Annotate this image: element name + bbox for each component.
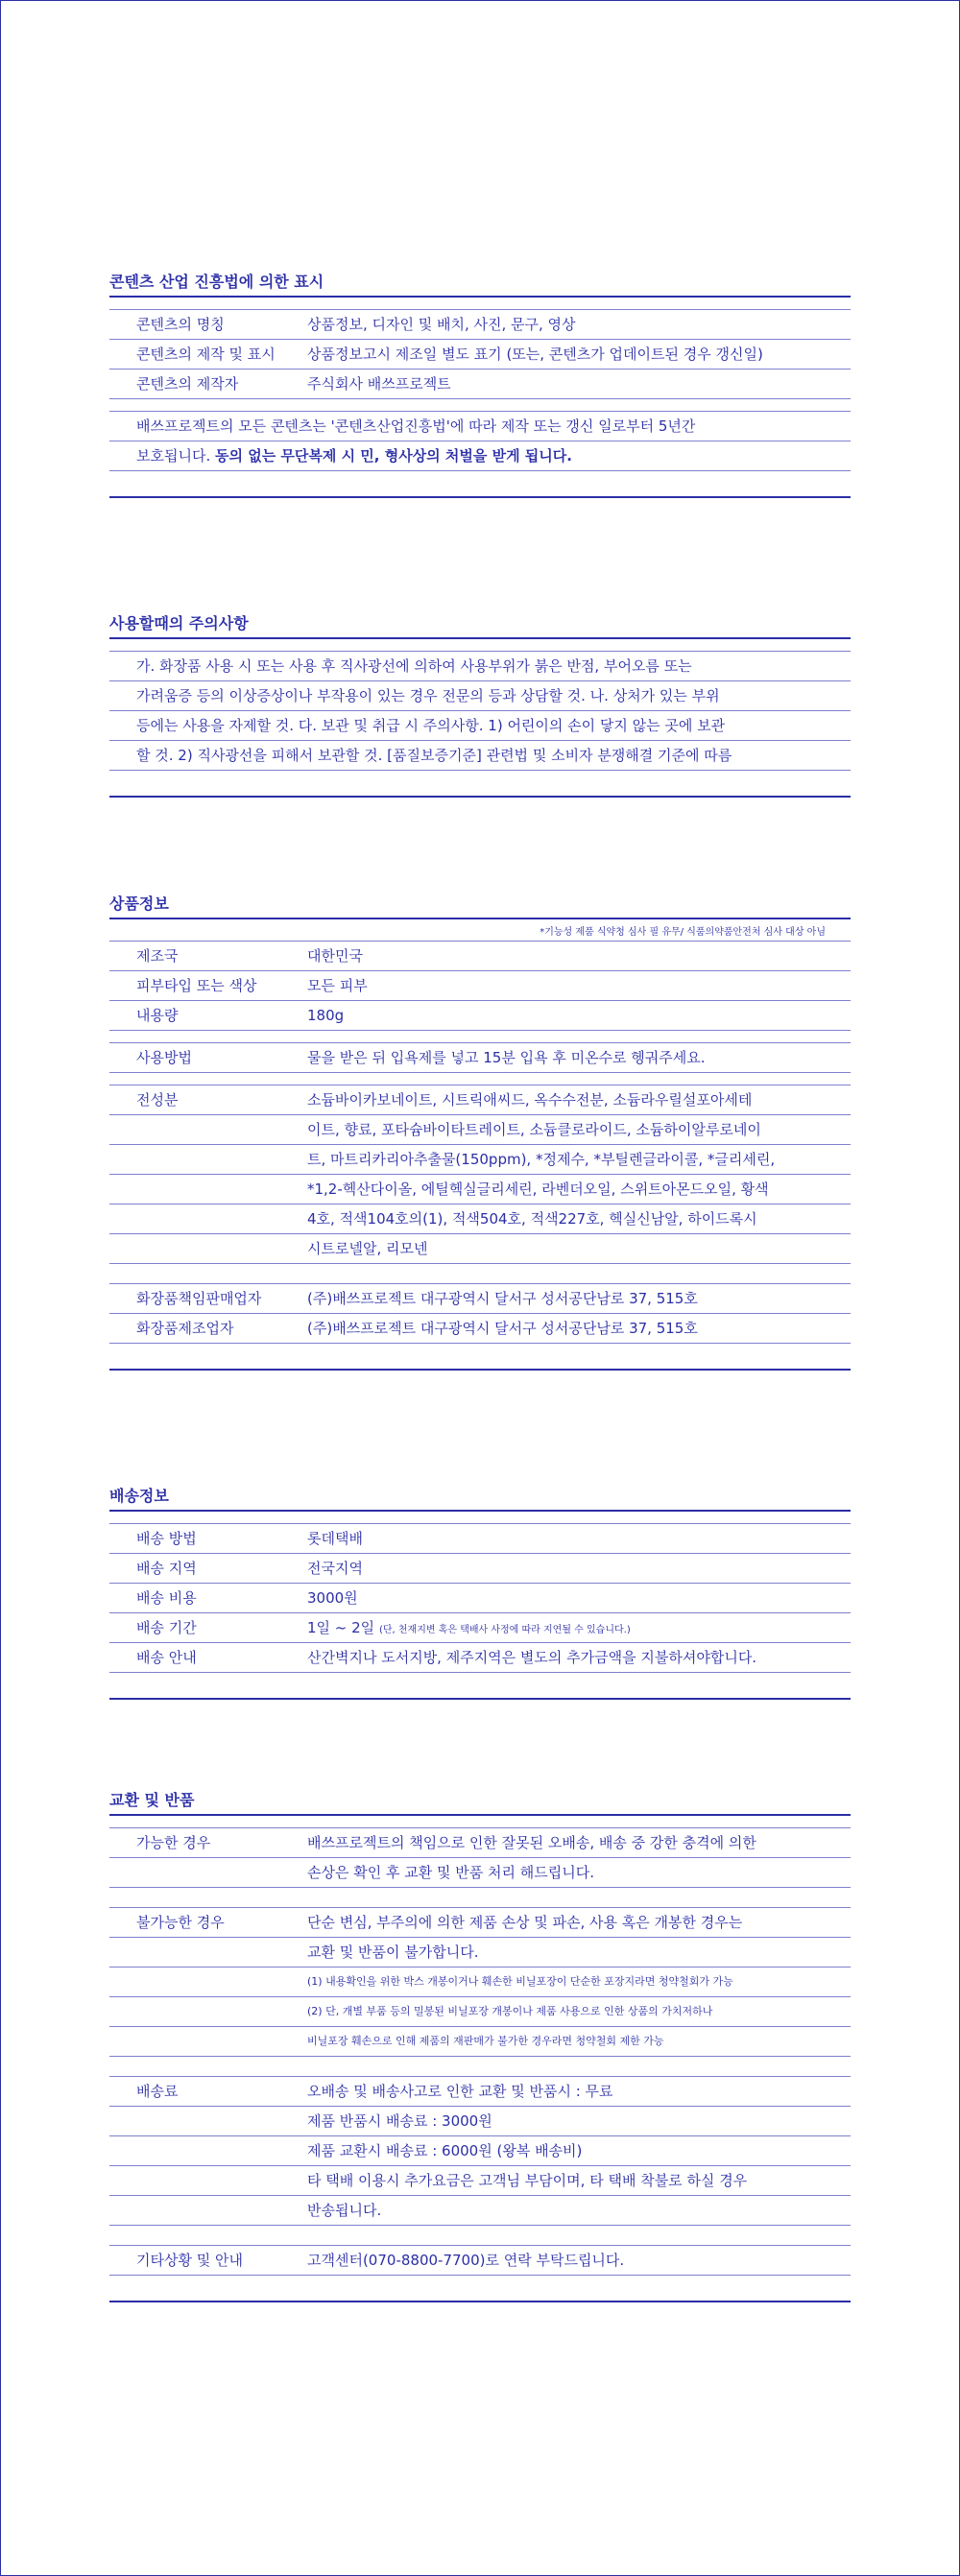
usage-row: 사용방법 물을 받은 뒤 입욕제를 넣고 15분 입욕 후 미온수로 헹궈주세요.: [136, 1049, 706, 1066]
copyright-text-1: 배쓰프로젝트의 모든 콘텐츠는 '콘텐츠산업진흥법'에 따라 제작 또는 갱신 일로부터 5년간: [136, 417, 696, 435]
exchange-title: 교환 및 반품: [109, 1791, 195, 1809]
info-row: 콘텐츠의 제작자 주식회사 배쓰프로젝트: [136, 375, 451, 393]
caution-line: 등에는 사용을 자제할 것. 다. 보관 및 취급 시 주의사항. 1) 어린이의 손이 닿지 않는 곳에 보관: [136, 717, 726, 734]
etc-row: 기타상황 및 안내 고객센터(070-8800-7700)로 연락 부탁드립니다.: [136, 2252, 625, 2269]
caution-line: 가. 화장품 사용 시 또는 사용 후 직사광선에 의하여 사용부위가 붉은 반점, 부어오름 또는: [136, 657, 692, 675]
caution-line: 할 것. 2) 직사광선을 피해서 보관할 것. [품질보증기준] 관련법 및 소비자 분쟁해결 기준에 따름: [136, 747, 732, 764]
copyright-text-2: 보호됩니다. 동의 없는 무단복제 시 민, 형사상의 처벌을 받게 됩니다.: [136, 447, 572, 465]
info-row: 배송 지역 전국지역: [136, 1560, 363, 1577]
impossible-row: 불가능한 경우 단순 변심, 부주의에 의한 제품 손상 및 파손, 사용 혹은 개봉한 경우는: [136, 1914, 743, 1931]
fee-row: 배송료 오배송 및 배송사고로 인한 교환 및 반품시 : 무료: [136, 2083, 613, 2100]
info-row: 콘텐츠의 명칭 상품정보, 디자인 및 배치, 사진, 문구, 영상: [136, 316, 576, 333]
info-row: 배송 안내 산간벽지나 도서지방, 제주지역은 별도의 추가금액을 지불하셔야합니다.: [136, 1649, 757, 1666]
shipping-section: [109, 1483, 851, 1700]
exchange-section: 교환 및 반품 가능한 경우 배쓰프로젝트의 책임으로 인한 잘못된 오배송, 배송 중 강한 충격에 의한 손상은 확인 후 교환 및 반품 처리 해드립니다. 불가능한 경우 단순 변심, 부주의에 의한 제품 손상 및 파손, 사용 혹은 개봉한 경우는 교환 및 반품이 불가합니다. (1) 내용확인을 위한 박스 개봉이거나 훼손한 비닐포장이 단순한 포장지라면 청약철회가 가능 (2) 단, 개별 부품 등의 밀봉된 비닐포장 개봉이나 제품 사용으로 인한 상품의 가치저하나 비닐포장 훼손으로 인해 제품의 재판매가 불가한 경우라면 청약철회 제한 가능 배송료 오배송 및 배송사고로 인한 교환 및 반품시 : 무료 제품 반품시 배송료 : 3000원 제품 교환시 배송료 : 6000원 (왕복 배송비) 타 택배 이용시 추가요금은 고객님 부담이며, 타 택배 착불로 하실 경우 반송됩니다. 기타상황 및 안내 고객센터(070-8800-7700)로 연락 부탁드립니다.: [109, 1787, 851, 2302]
product-notice: *기능성 제품 식약청 심사 필 유무/ 식품의약품안전처 심사 대상 아님: [540, 927, 826, 938]
company-row: 화장품책임판매업자 (주)배쓰프로젝트 대구광역시 달서구 성서공단남로 37, 515호: [136, 1290, 698, 1307]
copyright-warning: 동의 없는 무단복제 시 민, 형사상의 처벌을 받게 됩니다.: [215, 447, 572, 465]
info-row: 콘텐츠의 제작 및 표시 상품정보고시 제조일 별도 표기 (또는, 콘텐츠가 업데이트된 경우 갱신일): [136, 346, 763, 363]
product-title: 상품정보: [109, 894, 169, 913]
shipping-title: 배송정보: [109, 1487, 169, 1505]
content-law-title: 콘텐츠 산업 진흥법에 의한 표시: [109, 273, 324, 291]
info-row: 배송 비용 3000원: [136, 1589, 358, 1607]
possible-row: 가능한 경우 배쓰프로젝트의 책임으로 인한 잘못된 오배송, 배송 중 강한 충격에 의한: [136, 1834, 756, 1851]
info-row: 내용량 180g: [136, 1007, 345, 1024]
caution-title: 사용할때의 주의사항: [109, 614, 249, 632]
info-row: 제조국 대한민국: [136, 947, 363, 965]
info-row: 배송 기간 1일 ~ 2일 (단, 천재지변 혹은 택배사 사정에 따라 지연될 수 있습니다.): [136, 1619, 631, 1636]
product-section: 상품정보 *기능성 제품 식약청 심사 필 유무/ 식품의약품안전처 심사 대상 아님 제조국 대한민국 피부타입 또는 색상 모든 피부 내용량 180g 사용방법 물을 받은 뒤 입욕제를 넣고 15분 입욕 후 미온수로 헹궈주세요. 전성분 소듐바이카보네이트, 시트릭애씨드, 옥수수전분, 소듐라우릴설포아세테 이트, 향료, 포타슘바이타트레이트, 소듐클로라이드, 소듐하이알루로네이 트, 마트리카리아추출물(150ppm), *정제수, *부틸렌글라이콜, *글리세린, *1,2-헥산다이올, 에틸헥실글리세린, 라벤더오일, 스위트아몬드오일, 황색 4호, 적색104호의(1), 적색504호, 적색227호, 헥실신남알, 하이드록시 시트로넬알, 리모넨 화장품책임판매업자 (주)배쓰프로젝트 대구광역시 달서구 성서공단남로 37, 515호 화장품제조업자 (주)배쓰프로젝트 대구광역시 달서구 성서공단남로 37, 515호: [109, 891, 851, 1371]
content-law-section: [109, 269, 851, 498]
ingredients-row: 전성분 소듐바이카보네이트, 시트릭애씨드, 옥수수전분, 소듐라우릴설포아세테: [136, 1091, 753, 1109]
caution-section: [109, 610, 851, 798]
delay-note: (단, 천재지변 혹은 택배사 사정에 따라 지연될 수 있습니다.): [378, 1625, 631, 1635]
info-row: 피부타입 또는 색상 모든 피부: [136, 977, 368, 994]
info-row: 배송 방법 롯데택배: [136, 1530, 363, 1547]
caution-line: 가려움증 등의 이상증상이나 부작용이 있는 경우 전문의 등과 상담할 것. 나. 상처가 있는 부위: [136, 687, 720, 704]
company-row: 화장품제조업자 (주)배쓰프로젝트 대구광역시 달서구 성서공단남로 37, 515호: [136, 1320, 698, 1337]
